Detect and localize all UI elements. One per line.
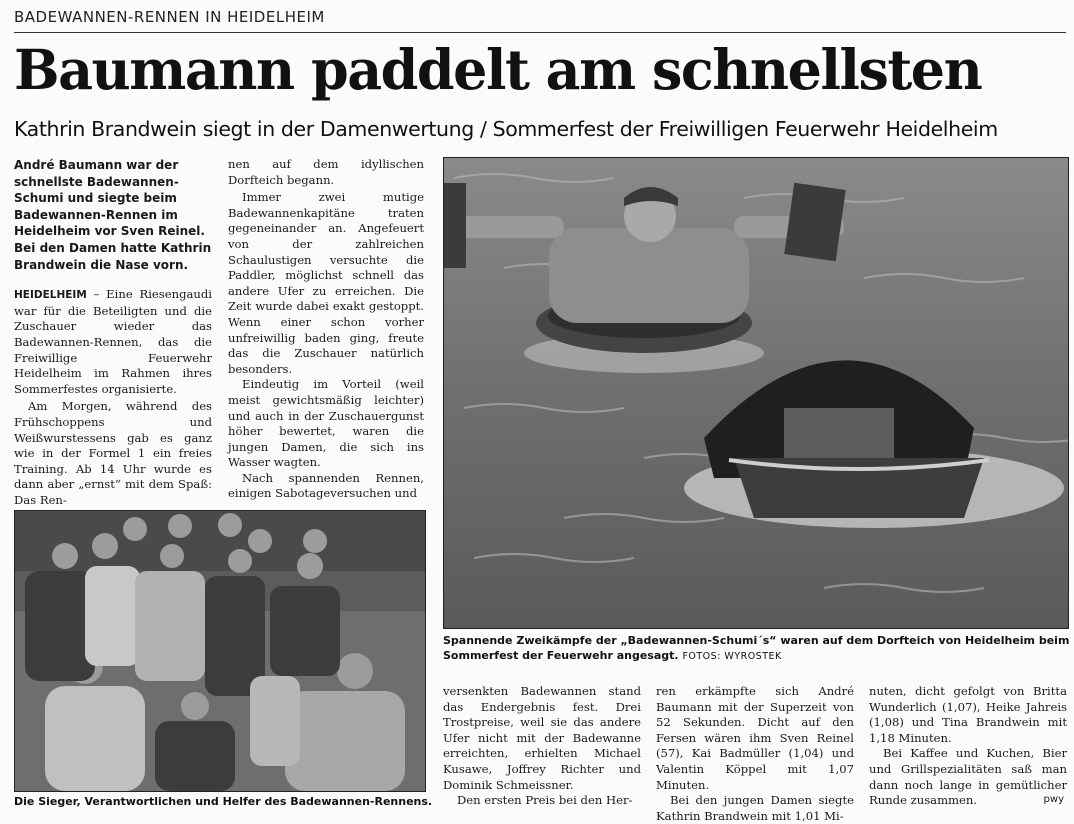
column-4-paragraph-1: ren erkämpfte sich André Baumann mit der Superzeit von 52 Sekunden. Dicht auf den Fersen wären ihm Sven Reinel (57), Kai Badmüller (1,04) und Valentin Köppel mit 1,07 Minuten. [656, 684, 854, 792]
column-5 [869, 684, 1067, 809]
column-2-paragraph-3: Eindeutig im Vorteil (weil meist gewichtsmäßig leichter) und auch in der Zuschauergunst höher bewertet, waren die jungen Damen, die sich ins Wasser wagten. [228, 377, 424, 470]
column-1-paragraph-1 [14, 287, 212, 397]
column-3-paragraph-2: Den ersten Preis bei den Her- [457, 793, 633, 808]
dateline: HEIDELHEIM [14, 289, 87, 302]
group-photo-image [15, 511, 425, 791]
column-2 [228, 157, 424, 502]
group-photo-caption: Die Sieger, Verantwortlichen und Helfer des Badewannen-Rennens. [14, 795, 433, 808]
column-2-paragraph-2: Immer zwei mutige Badewannenkapitäne traten gegeneinander an. Angefeuert von der zahlreichen Schaulustigen versuchte die Paddler, möglichst schnell das andere Ufer zu erreichen. Die Zeit wurde dabei exakt gestoppt. Wenn einer schon vorher unfreiwillig baden ging, freute das die Zuschauer natürlich besonders. [228, 190, 424, 376]
column-3-paragraph-1: versenkten Badewannen stand das Endergebnis fest. Drei Trostpreise, weil sie das andere Ufer nicht mit der Badewanne erreichten, erhielten Michael Kusawe, Joffrey Richter und Dominik Schmeissner. [443, 684, 641, 792]
race-photo-image [444, 158, 1068, 628]
column-3 [443, 684, 641, 809]
column-4 [656, 684, 854, 824]
column-1-paragraph-2: Am Morgen, während des Frühschoppens und Weißwurstessens gab es ganz wie in der Formel 1 ein freies Training. Ab 14 Uhr wurde es dann aber „ernst“ mit dem Spaß: Das Ren- [14, 399, 212, 507]
column-2-paragraph-4: Nach spannenden Rennen, einigen Sabotageversuchen und [228, 470, 424, 501]
column-4-paragraph-2: Bei den jungen Damen siegte Kathrin Brandwein mit 1,01 Mi- [656, 793, 854, 823]
subhead: Kathrin Brandwein siegt in der Damenwertung / Sommerfest der Freiwilligen Feuerwehr Heidelheim [14, 117, 998, 141]
column-5-paragraph-2: Bei Kaffee und Kuchen, Bier und Grillspezialitäten saß man dann noch lange in gemütlicher Runde zusammen. [869, 746, 1067, 808]
group-photo [14, 510, 426, 792]
column-5-paragraph-1: nuten, dicht gefolgt von Britta Wunderlich (1,07), Heike Jahreis (1,08) und Tina Brandwein mit 1,18 Minuten. [869, 684, 1067, 745]
photo-credit: FOTOS: WYROSTEK [682, 651, 782, 662]
column-2-paragraph-1: nen auf dem idyllischen Dorfteich begann. [228, 157, 424, 187]
column-1 [14, 157, 212, 508]
race-photo [443, 157, 1069, 629]
headline: Baumann paddelt am schnellsten [14, 37, 982, 102]
kicker-rule [14, 32, 1066, 33]
kicker: BADEWANNEN-RENNEN IN HEIDELHEIM [14, 8, 325, 26]
column-1-text-1: – Eine Riesengaudi war für die Beteiligten und die Zuschauer wieder das Badewannen-Rennen, das die Freiwillige Feuerwehr Heidelheim im Rahmen ihres Sommerfestes organisierte. [14, 287, 212, 396]
race-photo-caption [443, 633, 1071, 664]
author-initials: pwy [1043, 794, 1064, 805]
lead-paragraph: André Baumann war der schnellste Badewannen-Schumi und siegte beim Badewannen-Rennen im Heidelheim vor Sven Reinel. Bei den Damen hatte Kathrin Brandwein die Nase vorn. [14, 158, 212, 272]
race-photo-caption-text: Spannende Zweikämpfe der „Badewannen-Schumi´s“ waren auf dem Dorfteich von Heidelheim beim Sommerfest der Feuerwehr angesagt. [443, 634, 1070, 662]
